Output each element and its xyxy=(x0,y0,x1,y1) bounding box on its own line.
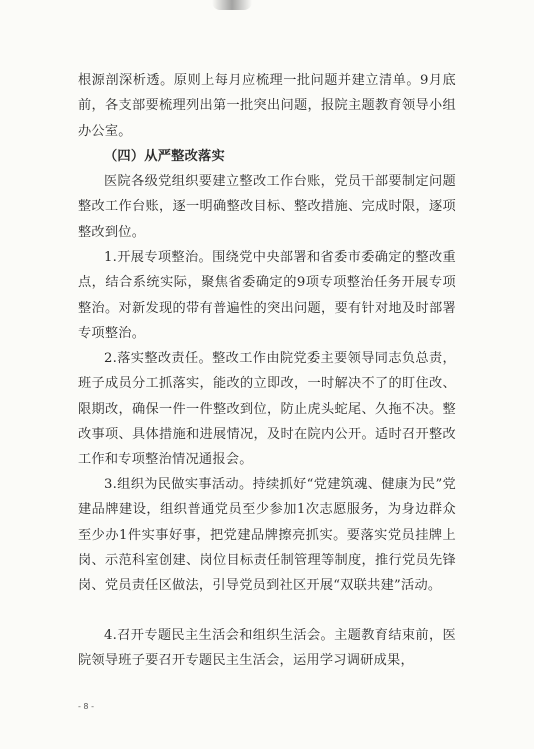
paragraph-rectification-responsibility: 2.落实整改责任。整改工作由院党委主要领导同志负总责，班子成员分工抓落实，能改的立即改，一时解决不了的盯住改、限期改，确保一件一件整改到位，防止虎头蛇尾、久拖不决。整改事项、具体措施和进展情况，及时在院内公开。适时召开整改工作和专项整治情况通报会。 xyxy=(78,351,456,468)
paragraph-ledger: 医院各级党组织要建立整改工作台账，党员干部要制定问题整改工作台账，逐一明确整改目标、整改措施、完成时限，逐项整改到位。 xyxy=(78,174,456,240)
page-number: - 8 - xyxy=(78,702,94,711)
section-heading-rectification: （四）从严整改落实 xyxy=(104,149,225,164)
paragraph-special-rectification: 1.开展专项整治。围绕党中央部署和省委市委确定的整改重点，结合系统实际，聚焦省委确定的9项专项整治任务开展专项整治。对新发现的带有普遍性的突出问题，要有针对地及时部署专项整治。 xyxy=(78,250,456,341)
paragraph-root-cause: 根源剖深析透。原则上每月应梳理一批问题并建立清单。9月底前，各支部要梳理列出第一批突出问题，报院主题教育领导小组办公室。 xyxy=(78,73,456,139)
paragraph-democratic-life-meeting: 4.召开专题民主生活会和组织生活会。主题教育结束前，医院领导班子要召开专题民主生活会，运用学习调研成果， xyxy=(78,628,456,669)
paragraph-practical-activities: 3.组织为民做实事活动。持续抓好“党建筑魂、健康为民”党建品牌建设，组织普通党员至少参加1次志愿服务，为身边群众至少办1件实事好事，把党建品牌擦亮抓实。要落实党员挂牌上岗、示范科室创建、岗位目标责任制管理等制度，推行党员先锋岗、党员责任区做法，引导党员到社区开展“双联共建”活动。 xyxy=(78,477,456,594)
